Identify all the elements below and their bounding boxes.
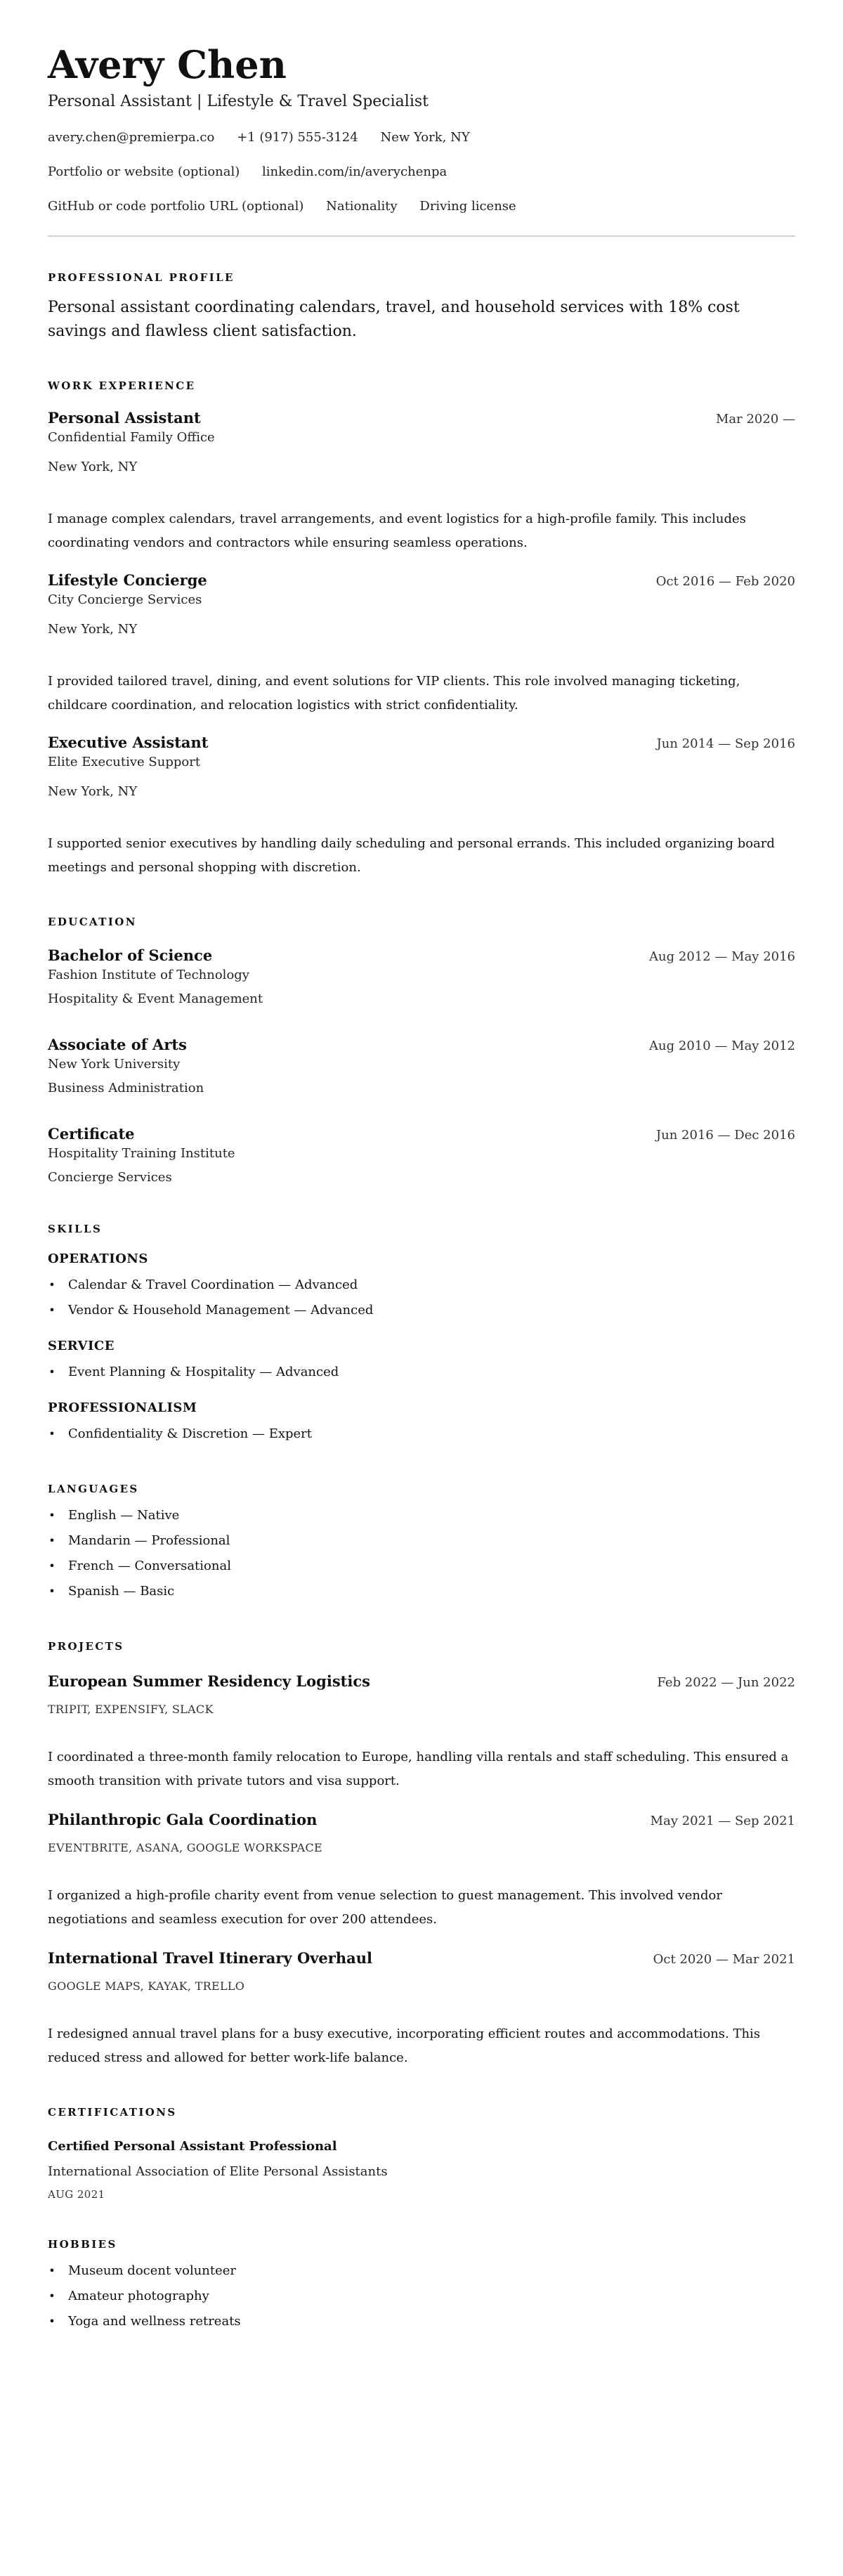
degree-title: Bachelor of Science: [48, 947, 213, 964]
section-heading-hobbies: HOBBIES: [48, 2238, 117, 2251]
project-tech: TRIPIT, EXPENSIFY, SLACK: [48, 1703, 214, 1716]
certification-date: AUG 2021: [48, 2188, 105, 2201]
bullet-icon: •: [48, 1559, 55, 1573]
field-of-study: Concierge Services: [48, 1170, 172, 1185]
job-title: Lifestyle Concierge: [48, 571, 207, 589]
skill-group-professionalism: [48, 1399, 795, 1447]
skill-item: • Vendor & Household Management — Advanced: [48, 1298, 795, 1323]
job-dates: Jun 2014 — Sep 2016: [656, 736, 795, 751]
work-list: [48, 408, 795, 880]
job-dates: Mar 2020 —: [715, 412, 795, 427]
language-list: [48, 1503, 795, 1604]
contact-github[interactable]: GitHub or code portfolio URL (optional): [48, 199, 304, 214]
skill-group-title: OPERATIONS: [48, 1251, 148, 1266]
skill-group-service: [48, 1337, 795, 1385]
education-dates: Aug 2012 — May 2016: [649, 949, 795, 964]
section-languages: [48, 1482, 795, 1604]
project-description: I organized a high-profile charity event from venue selection to guest management. This involved vendor negotiations and seamless execution for over 200 attendees.: [48, 1888, 722, 1927]
profile-summary: Personal assistant coordinating calendars, travel, and household services with 18% cost savings and flawless client satisfaction.: [48, 299, 740, 340]
bullet-icon: •: [48, 1585, 55, 1598]
certification-entry: [48, 2138, 795, 2202]
job-dates: Oct 2016 — Feb 2020: [655, 574, 795, 589]
section-work-experience: [48, 379, 795, 880]
bullet-icon: •: [48, 2315, 55, 2328]
bullet-icon: •: [48, 1303, 55, 1317]
section-certifications: [48, 2105, 795, 2202]
job-description: I manage complex calendars, travel arrangements, and event logistics for a high-profile family. This includes coordinating vendors and contractors while ensuring seamless operations.: [48, 512, 746, 550]
contact-email[interactable]: avery.chen@premierpa.co: [48, 130, 215, 145]
project-tech: GOOGLE MAPS, KAYAK, TRELLO: [48, 1979, 245, 1993]
contact-location: New York, NY: [380, 130, 470, 145]
bullet-icon: •: [48, 1278, 55, 1292]
school-name: Hospitality Training Institute: [48, 1146, 235, 1161]
contact-row-links: [48, 163, 795, 181]
project-description: I redesigned annual travel plans for a busy executive, incorporating efficient routes and accommodations. This reduced stress and allowed for better work-life balance.: [48, 2027, 761, 2065]
hobby-item: • Amateur photography: [48, 2284, 795, 2309]
bullet-icon: •: [48, 1427, 55, 1440]
section-heading-work: WORK EXPERIENCE: [48, 379, 196, 392]
section-heading-skills: SKILLS: [48, 1223, 103, 1235]
project-title: Philanthropic Gala Coordination: [48, 1811, 318, 1828]
work-entry: [48, 733, 795, 880]
language-item: • French — Conversational: [48, 1554, 795, 1579]
section-education: [48, 915, 795, 1187]
project-title: International Travel Itinerary Overhaul: [48, 1949, 372, 1967]
project-dates: May 2021 — Sep 2021: [650, 1814, 795, 1828]
section-heading-education: EDUCATION: [48, 916, 137, 928]
education-dates: Aug 2010 — May 2012: [649, 1039, 795, 1053]
hobby-item: • Museum docent volunteer: [48, 2258, 795, 2284]
section-heading-certifications: CERTIFICATIONS: [48, 2106, 177, 2119]
section-heading-profile: PROFESSIONAL PROFILE: [48, 271, 235, 284]
school-name: Fashion Institute of Technology: [48, 968, 249, 982]
language-item: • Spanish — Basic: [48, 1579, 795, 1604]
certification-issuer: International Association of Elite Personal Assistants: [48, 2164, 388, 2179]
job-location: New York, NY: [48, 784, 138, 799]
contact-portfolio[interactable]: Portfolio or website (optional): [48, 164, 240, 179]
bullet-icon: •: [48, 2289, 55, 2303]
project-entry: [48, 1810, 795, 1932]
job-company: Elite Executive Support: [48, 755, 201, 769]
education-entry: [48, 946, 795, 1008]
contact-nationality: Nationality: [326, 199, 398, 214]
section-projects: [48, 1639, 795, 2070]
education-entry: [48, 1035, 795, 1098]
candidate-title: Personal Assistant | Lifestyle & Travel Specialist: [48, 93, 429, 110]
bullet-icon: •: [48, 1534, 55, 1547]
contact-row-primary: [48, 129, 795, 147]
skill-item: • Calendar & Travel Coordination — Advanced: [48, 1273, 795, 1298]
field-of-study: Hospitality & Event Management: [48, 991, 263, 1006]
skill-item: • Confidentiality & Discretion — Expert: [48, 1422, 795, 1447]
project-dates: Feb 2022 — Jun 2022: [657, 1675, 795, 1690]
skill-group-title: PROFESSIONALISM: [48, 1400, 197, 1415]
degree-title: Certificate: [48, 1125, 135, 1143]
work-entry: [48, 408, 795, 555]
hobby-list: [48, 2258, 795, 2334]
section-hobbies: [48, 2237, 795, 2334]
job-location: New York, NY: [48, 460, 138, 474]
skill-group-title: SERVICE: [48, 1339, 115, 1353]
project-description: I coordinated a three-month family relocation to Europe, handling villa rentals and staff scheduling. This ensured a smooth transition with private tutors and visa support.: [48, 1750, 789, 1788]
project-entry: [48, 1949, 795, 2070]
job-title: Personal Assistant: [48, 409, 201, 427]
job-company: Confidential Family Office: [48, 430, 215, 445]
work-entry: [48, 571, 795, 717]
certification-name: Certified Personal Assistant Professional: [48, 2139, 337, 2154]
skill-item: • Event Planning & Hospitality — Advanced: [48, 1360, 795, 1385]
language-item: • English — Native: [48, 1503, 795, 1528]
section-skills: [48, 1222, 795, 1447]
bullet-icon: •: [48, 1365, 55, 1379]
skill-group-operations: [48, 1250, 795, 1323]
education-dates: Jun 2016 — Dec 2016: [655, 1128, 795, 1143]
field-of-study: Business Administration: [48, 1081, 204, 1095]
job-company: City Concierge Services: [48, 592, 202, 607]
school-name: New York University: [48, 1057, 181, 1072]
job-location: New York, NY: [48, 622, 138, 637]
project-title: European Summer Residency Logistics: [48, 1672, 370, 1690]
section-heading-projects: PROJECTS: [48, 1640, 124, 1653]
contact-driving-license: Driving license: [419, 199, 516, 214]
project-dates: Oct 2020 — Mar 2021: [653, 1952, 795, 1967]
contact-phone[interactable]: +1 (917) 555-3124: [237, 130, 358, 145]
resume-header: [48, 42, 795, 216]
hobby-item: • Yoga and wellness retreats: [48, 2309, 795, 2334]
contact-linkedin[interactable]: linkedin.com/in/averychenpa: [262, 164, 447, 179]
degree-title: Associate of Arts: [48, 1036, 187, 1053]
candidate-name: Avery Chen: [48, 42, 287, 87]
language-item: • Mandarin — Professional: [48, 1528, 795, 1554]
section-heading-languages: LANGUAGES: [48, 1483, 139, 1495]
project-tech: EVENTBRITE, ASANA, GOOGLE WORKSPACE: [48, 1841, 323, 1854]
header-divider: [48, 235, 795, 237]
job-description: I provided tailored travel, dining, and event solutions for VIP clients. This role involved managing ticketing, childcare coordination, and relocation logistics with strict confidentiality.: [48, 674, 740, 713]
education-list: [48, 946, 795, 1187]
bullet-icon: •: [48, 2264, 55, 2277]
project-entry: [48, 1672, 795, 1793]
bullet-icon: •: [48, 1509, 55, 1522]
education-entry: [48, 1124, 795, 1187]
project-list: [48, 1672, 795, 2070]
contact-row-extra: [48, 197, 795, 216]
section-profile: [48, 271, 795, 344]
job-description: I supported senior executives by handling daily scheduling and personal errands. This included organizing board meetings and personal shopping with discretion.: [48, 836, 775, 875]
job-title: Executive Assistant: [48, 734, 209, 751]
